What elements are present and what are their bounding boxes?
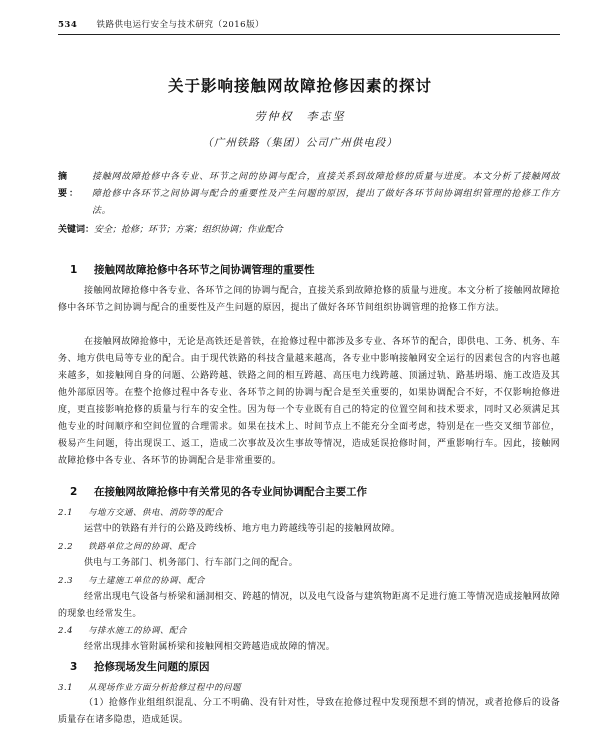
subsection-3-1-heading	[58, 681, 560, 695]
section-title: 接触网故障抢修中各环节之间协调管理的重要性	[94, 264, 315, 276]
subsection-2-3-paragraph: 经常出现电气设备与桥梁和涵洞相交、跨越的情况，以及电气设备与建筑物距离不足进行施工等情况造成接触网故障的现象也经常发生。	[58, 592, 560, 619]
subsection-2-2-heading	[58, 540, 560, 554]
subsection-number: 3.1	[58, 683, 74, 693]
paper-title: 关于影响接触网故障抢修因素的探讨	[167, 76, 432, 95]
subsection-number: 2.2	[58, 542, 74, 552]
page-number: 534	[58, 20, 78, 30]
header-rule	[58, 34, 560, 35]
abstract-label: 摘 要：	[58, 172, 81, 199]
section-title: 抢修现场发生问题的原因	[94, 661, 210, 673]
section-number: 1	[70, 264, 78, 276]
subsection-title: 与土建施工单位的协调、配合	[88, 576, 206, 586]
abstract	[58, 169, 560, 220]
paper-affiliation: （广州铁路（集团）公司广州供电段）	[202, 137, 398, 149]
subsection-2-3-heading	[58, 574, 560, 588]
subsection-number: 2.4	[58, 626, 74, 636]
keywords-text: 安全；抢修；环节；方案；组织协调；作业配合	[94, 225, 284, 235]
subsection-number: 2.3	[58, 576, 74, 586]
subsection-title: 与地方交通、供电、消防等的配合	[88, 508, 224, 518]
abstract-text: 接触网故障抢修中各专业、环节之间的协调与配合，直接关系到故障抢修的质量与进度。本文分析了接触网故障抢修中各环节之间协调与配合的重要性及产生问题的原因，提出了做好各环节间协调组织管理的抢修工作方法。	[92, 172, 560, 216]
section-1-heading	[58, 263, 560, 277]
subsection-title: 铁路单位之间的协调、配合	[88, 542, 197, 552]
subsection-2-2-paragraph: 供电与工务部门、机务部门、行车部门之间的配合。	[84, 558, 298, 568]
subsection-2-1-heading	[58, 506, 560, 520]
section-1-paragraph-1: 接触网故障抢修中各专业、各环节之间的协调与配合，直接关系到故障抢修的质量与进度。本文分析了接触网故障抢修中各环节之间协调与配合的重要性及产生问题的原因，提出了做好各环节间组织协调管理的抢修工作方法。	[58, 286, 560, 313]
subsection-number: 2.1	[58, 508, 74, 518]
paper-authors: 劳仲权 李志坚	[254, 110, 346, 123]
subsection-2-4-heading	[58, 624, 560, 638]
section-2-heading	[58, 485, 560, 499]
section-3-heading	[58, 660, 560, 674]
subsection-3-1-paragraph: （1）抢修作业组组织混乱、分工不明确、没有针对性，导致在抢修过程中发现预想不到的情况，或者抢修后的设备质量存在诸多隐患，造成延误。	[58, 698, 560, 725]
subsection-title: 从现场作业方面分析抢修过程中的问题	[88, 683, 242, 693]
keywords-label: 关键词：	[58, 225, 95, 235]
section-title: 在接触网故障抢修中有关常见的各专业间协调配合主要工作	[94, 486, 367, 498]
subsection-2-1-paragraph: 运营中的铁路有并行的公路及跨线桥、地方电力跨越线等引起的接触网故障。	[84, 524, 401, 534]
running-head	[58, 18, 560, 30]
section-number: 3	[70, 661, 78, 673]
subsection-2-4-paragraph: 经常出现排水管附属桥梁和接触网相交跨越造成故障的情况。	[84, 642, 336, 652]
section-number: 2	[70, 486, 78, 498]
section-1-paragraph-2: 在接触网故障抢修中，无论是高铁还是普铁，在抢修过程中都涉及多专业、各环节的配合，即供电、工务、机务、车务、地方供电局等专业的配合。由于现代铁路的科技含量越来越高，各专业中影响接触网安全运行的因素包含的内容也越来越多，如接触网自身的问题、公路跨越、铁路之间的相互跨越、高压电力线跨越、顶涵过轨、路基坍塌、施工改造及其他外部原因等。在整个抢修过程中各专业、各环节之间的协调与配合是至关重要的，如果协调配合不好，不仅影响抢修进度，更直接影响抢修的质量与行车的安全性。因为每一个专业既有自己的特定的位置空间和技术要求，同时又必须满足其他专业的时间顺序和空间位置的合理需求。如果在技术上、时间节点上不能充分全面考虑，特别是在一些交叉细节部位，极易产生问题，待出现误工、返工，造成二次事故及次生事故等情况，造成延误抢修时间，严重影响行车。因此，接触网故障抢修中各专业、各环节的协调配合是非常重要的。	[58, 337, 560, 466]
subsection-title: 与排水施工的协调、配合	[88, 626, 188, 636]
journal-name: 铁路供电运行安全与技术研究（2016版）	[96, 20, 265, 30]
keywords	[58, 223, 560, 237]
